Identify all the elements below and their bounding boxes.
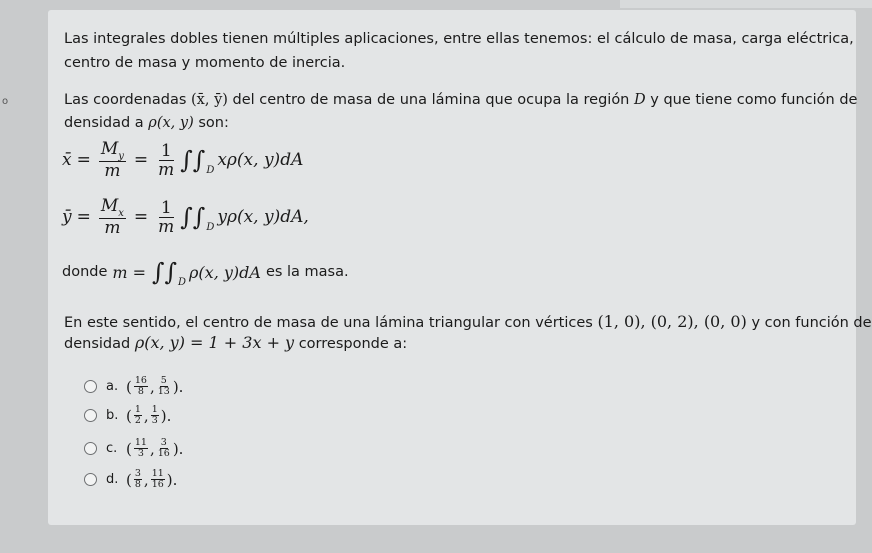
paren-close: ). (160, 406, 172, 425)
fraction (156, 142, 176, 179)
numerator: 1 (134, 404, 141, 415)
text: densidad a (64, 115, 144, 131)
coord-expr: (x̄, ȳ) (191, 92, 228, 108)
numerator: 1 (151, 404, 158, 415)
equals-sign: = (133, 207, 149, 227)
paren-open: ( (126, 377, 132, 396)
text: En este sentido, el centro de masa de una lámina triangular con vértices (64, 315, 593, 331)
numerator: 5 (160, 375, 167, 386)
equals-sign: = (76, 150, 91, 170)
num-sub: x (118, 208, 124, 219)
equals-sign: = (132, 262, 146, 282)
fraction (134, 438, 148, 459)
vertices-expr: (1, 0), (0, 2), (0, 0) (597, 312, 747, 331)
denominator: m (104, 161, 121, 181)
option-3[interactable] (84, 469, 177, 490)
numerator: 3 (134, 468, 141, 479)
domain: D (177, 276, 187, 288)
density-expr: ρ(x, y) (148, 115, 194, 131)
denominator: m (158, 159, 175, 180)
numerator: 1 (160, 197, 172, 218)
num-main: M (100, 139, 119, 159)
paren-open: ( (126, 406, 132, 425)
radio-button[interactable] (84, 380, 97, 393)
denominator: m (158, 216, 175, 237)
option-2[interactable] (84, 438, 183, 459)
text: del centro de masa de una lámina que ocupa la región (232, 92, 630, 108)
paren-close: ). (172, 439, 184, 458)
comma: , (143, 470, 149, 489)
fraction (157, 376, 171, 397)
denominator: 16 (157, 448, 170, 459)
text: densidad (64, 336, 131, 352)
option-label: b. (106, 408, 119, 423)
numerator: 3 (160, 437, 167, 448)
text: corresponde a: (298, 336, 408, 352)
double-integral-icon: ∫∫ (180, 203, 206, 231)
equation-ybar (62, 197, 309, 237)
text: es la masa. (265, 264, 349, 280)
radio-button[interactable] (84, 409, 97, 422)
comma: , (149, 439, 155, 458)
radio-button[interactable] (84, 442, 97, 455)
option-label: a. (106, 379, 119, 394)
equals-sign: = (133, 150, 149, 170)
domain: D (206, 221, 215, 233)
density-expr: ρ(x, y) = 1 + 3x + y (134, 333, 295, 352)
fraction (156, 199, 176, 236)
text: y con función de (751, 315, 872, 331)
num-main: M (100, 196, 119, 216)
text: Las coordenadas (64, 92, 187, 108)
fraction (157, 438, 171, 459)
equation-xbar (62, 140, 303, 180)
fraction (151, 405, 159, 426)
numerator: 1 (160, 140, 172, 161)
denominator: 8 (137, 386, 144, 397)
integrand: xρ(x, y)dA (217, 150, 304, 170)
fraction (99, 197, 126, 237)
numerator: 16 (134, 375, 147, 386)
side-marker: o (2, 96, 9, 107)
double-integral-icon: ∫∫ (180, 146, 206, 174)
text: donde (62, 264, 108, 280)
integrand: ρ(x, y)dA (189, 262, 261, 282)
text: y que tiene como función de (650, 92, 858, 108)
intro-line-1: Las integrales dobles tienen múltiples aplicaciones, entre ellas tenemos: el cálculo de masa, carga eléctrica, (64, 31, 854, 47)
numerator (99, 197, 126, 219)
denominator: 3 (137, 448, 144, 459)
comma: , (143, 406, 149, 425)
mass-definition (62, 258, 349, 286)
paren-close: ). (166, 470, 178, 489)
option-label: c. (106, 441, 118, 456)
radio-button[interactable] (84, 473, 97, 486)
double-integral-icon: ∫∫ (151, 258, 177, 286)
lhs: m (112, 262, 128, 282)
lhs: x̄ (62, 150, 72, 170)
fraction (151, 469, 165, 490)
paren-open: ( (126, 439, 132, 458)
denominator: m (104, 218, 121, 238)
coords-line-1 (64, 91, 857, 109)
denominator: 16 (151, 479, 164, 490)
top-strip (620, 0, 872, 8)
text: son: (198, 115, 229, 131)
intro-line-2: centro de masa y momento de inercia. (64, 55, 346, 71)
denominator: 3 (151, 415, 158, 426)
region-symbol: D (634, 92, 646, 108)
integrand: yρ(x, y)dA, (217, 207, 309, 227)
problem-line-2 (64, 334, 407, 353)
domain: D (206, 164, 215, 176)
option-0[interactable] (84, 376, 183, 397)
paren-close: ). (172, 377, 184, 396)
num-sub: y (118, 151, 124, 162)
option-1[interactable] (84, 405, 171, 426)
lhs: ȳ (62, 207, 72, 227)
fraction (99, 140, 126, 180)
comma: , (149, 377, 155, 396)
option-label: d. (106, 472, 119, 487)
denominator: 8 (134, 479, 141, 490)
fraction (134, 405, 142, 426)
numerator: 11 (134, 437, 147, 448)
numerator: 11 (151, 468, 164, 479)
fraction (134, 376, 148, 397)
problem-line-1 (64, 313, 872, 332)
denominator: 13 (157, 386, 170, 397)
fraction (134, 469, 142, 490)
paren-open: ( (126, 470, 132, 489)
numerator (99, 140, 126, 162)
denominator: 2 (134, 415, 141, 426)
equals-sign: = (76, 207, 91, 227)
coords-line-2 (64, 114, 229, 132)
